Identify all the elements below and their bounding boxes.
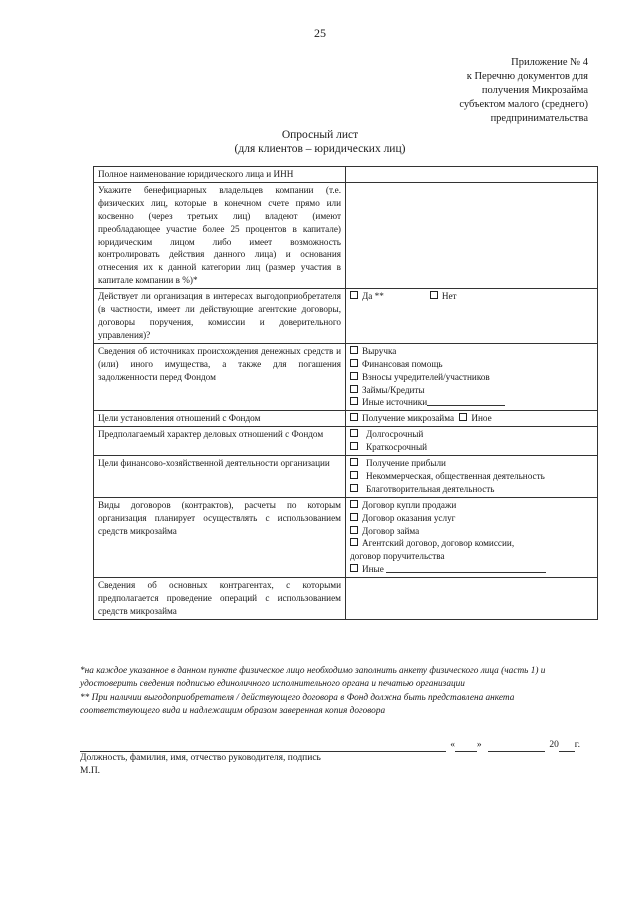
year-blank[interactable] [559, 741, 575, 752]
option-agency-contract[interactable] [350, 537, 593, 550]
option-label: Краткосрочный [366, 442, 428, 453]
checkbox-icon[interactable] [350, 397, 358, 405]
checkbox-icon[interactable] [350, 458, 358, 466]
answer-options [346, 427, 598, 456]
day-blank[interactable] [455, 741, 477, 752]
option-loans[interactable] [350, 384, 593, 397]
checkbox-icon[interactable] [459, 413, 467, 421]
checkbox-icon[interactable] [350, 346, 358, 354]
checkbox-icon[interactable] [350, 500, 358, 508]
option-label: Долгосрочный [366, 429, 424, 440]
checkbox-icon[interactable] [350, 526, 358, 534]
option-label: Благотворительная деятельность [366, 483, 495, 494]
answer-options [346, 411, 598, 427]
option-loan-contract[interactable] [350, 525, 593, 538]
form-title-main: Опросный лист [281, 129, 359, 141]
question-cell: Сведения об источниках происхождения денежных средств и (или) иного имущества, а также для погашения задолженности перед Фондом [94, 343, 346, 411]
checkbox-icon[interactable] [430, 291, 438, 299]
option-label: Договор купли продажи [362, 499, 457, 510]
question-cell: Полное наименование юридического лица и ИНН [94, 167, 346, 183]
answer-options [346, 343, 598, 411]
option-other-sources[interactable] [350, 396, 593, 409]
option-profit[interactable] [350, 457, 593, 470]
answer-options [346, 289, 598, 344]
option-label: Некоммерческая, общественная деятельность [366, 470, 545, 481]
appendix-line: субъектом малого (среднего) [459, 99, 588, 110]
question-cell: Цели установления отношений с Фондом [94, 411, 346, 427]
footnotes [80, 665, 585, 718]
option-label: Иное [471, 413, 492, 424]
checkbox-icon[interactable] [350, 471, 358, 479]
answer-field-counterparties[interactable] [346, 578, 598, 620]
checkbox-icon[interactable] [350, 359, 358, 367]
checkbox-icon[interactable] [350, 442, 358, 450]
checkbox-icon[interactable] [350, 385, 358, 393]
stamp-label: М.П. [80, 766, 101, 776]
question-cell: Действует ли организация в интересах выгодоприобретателя (в частности, имеет ли действующие агентские договоры, договоры поручения, комиссии и доверительного управления)? [94, 289, 346, 344]
year-suffix: г. [574, 740, 580, 750]
date-quote-open: « [450, 740, 455, 750]
question-cell: Виды договоров (контрактов), расчеты по которым организация планирует осуществлять с использованием средств микрозайма [94, 497, 346, 577]
table-row [94, 343, 598, 411]
footnote-1: *на каждое указанное в данном пункте физическое лицо необходимо заполнить анкету физического лица (часть 1) и удостоверить сведения подписью единоличного исполнительного органа и печатью организации [80, 666, 546, 690]
option-label: Получение прибыли [366, 458, 446, 469]
question-cell: Сведения об основных контрагентах, с которыми предполагается проведение операций с использованием средств микрозайма [94, 578, 346, 620]
month-blank[interactable] [488, 741, 546, 752]
option-short-term[interactable] [350, 441, 593, 454]
answer-options [346, 456, 598, 498]
table-row [94, 456, 598, 498]
checkbox-icon[interactable] [350, 413, 358, 421]
option-label: Нет [441, 291, 457, 302]
option-charity[interactable] [350, 483, 593, 496]
option-label: Финансовая помощь [362, 358, 443, 369]
question-cell: Укажите бенефициарных владельцев компании (т.е. физических лиц, которые в конечном счете прямо или косвенно (через третьих лиц) владеют (имеют преобладающее участие более 25 процентов в капитале) юридическим лицом либо имеет возможность контролировать действия данного лица) и основания отнесения их к данной категории лиц (размер участия в капитале компании в %)* [94, 182, 346, 288]
option-label: Взносы учредителей/участников [362, 371, 490, 382]
table-row [94, 497, 598, 577]
appendix-header [459, 56, 588, 126]
checkbox-icon[interactable] [350, 291, 358, 299]
other-contracts-blank[interactable] [386, 572, 546, 573]
option-agency-contract-cont: договор поручительства [350, 551, 445, 562]
signature-line [80, 739, 580, 752]
checkbox-icon[interactable] [350, 484, 358, 492]
table-row [94, 182, 598, 288]
option-other[interactable] [459, 413, 491, 423]
option-label: Договор оказания услуг [362, 512, 456, 523]
option-yes[interactable] [350, 290, 384, 303]
checkbox-icon[interactable] [350, 564, 358, 572]
appendix-line: Приложение № 4 [511, 57, 588, 68]
form-title [0, 128, 640, 156]
option-long-term[interactable] [350, 428, 593, 441]
option-no[interactable] [430, 290, 457, 303]
other-sources-blank[interactable] [427, 405, 505, 406]
option-revenue[interactable] [350, 345, 593, 358]
signature-block [80, 739, 580, 778]
option-financial-aid[interactable] [350, 358, 593, 371]
answer-options [346, 497, 598, 577]
option-label: Получение микрозайма [362, 413, 455, 424]
appendix-line: получения Микрозайма [481, 85, 588, 96]
page-number: 25 [314, 26, 326, 40]
question-cell: Предполагаемый характер деловых отношений с Фондом [94, 427, 346, 456]
option-label: Выручка [362, 345, 397, 356]
footnote-2: ** При наличии выгодоприобретателя / действующего договора в Фонд должна быть представлена анкета соответствующего вида и надлежащим образом заверенная копия договора [80, 692, 515, 716]
option-label: Договор займа [362, 525, 420, 536]
option-label: Иные [362, 564, 384, 575]
signature-blank[interactable] [80, 741, 446, 752]
checkbox-icon[interactable] [350, 513, 358, 521]
option-nonprofit[interactable] [350, 470, 593, 483]
checkbox-icon[interactable] [350, 372, 358, 380]
question-cell: Цели финансово-хозяйственной деятельности организации [94, 456, 346, 498]
checkbox-icon[interactable] [350, 429, 358, 437]
date-quote-close: » [476, 740, 482, 750]
option-other-contracts[interactable] [350, 563, 593, 576]
table-row [94, 411, 598, 427]
answer-field-company-name[interactable] [346, 167, 598, 183]
option-label: Займы/Кредиты [362, 384, 425, 395]
appendix-line: к Перечню документов для [466, 71, 588, 82]
option-microloan[interactable] [350, 413, 454, 423]
year-prefix: 20 [549, 740, 559, 750]
table-row [94, 427, 598, 456]
option-label: Иные источники [362, 397, 428, 408]
option-label: Да ** [362, 291, 384, 302]
option-label: Агентский договор, договор комиссии, [362, 538, 515, 549]
option-sale-contract[interactable] [350, 499, 593, 512]
table-row [94, 578, 598, 620]
form-title-sub: (для клиентов – юридических лиц) [234, 143, 406, 155]
option-founder-contributions[interactable] [350, 371, 593, 384]
table-row [94, 167, 598, 183]
checkbox-icon[interactable] [350, 538, 358, 546]
answer-field-beneficiaries[interactable] [346, 182, 598, 288]
option-service-contract[interactable] [350, 512, 593, 525]
questionnaire-table [93, 166, 598, 620]
signature-caption: Должность, фамилия, имя, отчество руководителя, подпись [80, 753, 321, 763]
appendix-line: предпринимательства [490, 113, 588, 124]
table-row [94, 289, 598, 344]
